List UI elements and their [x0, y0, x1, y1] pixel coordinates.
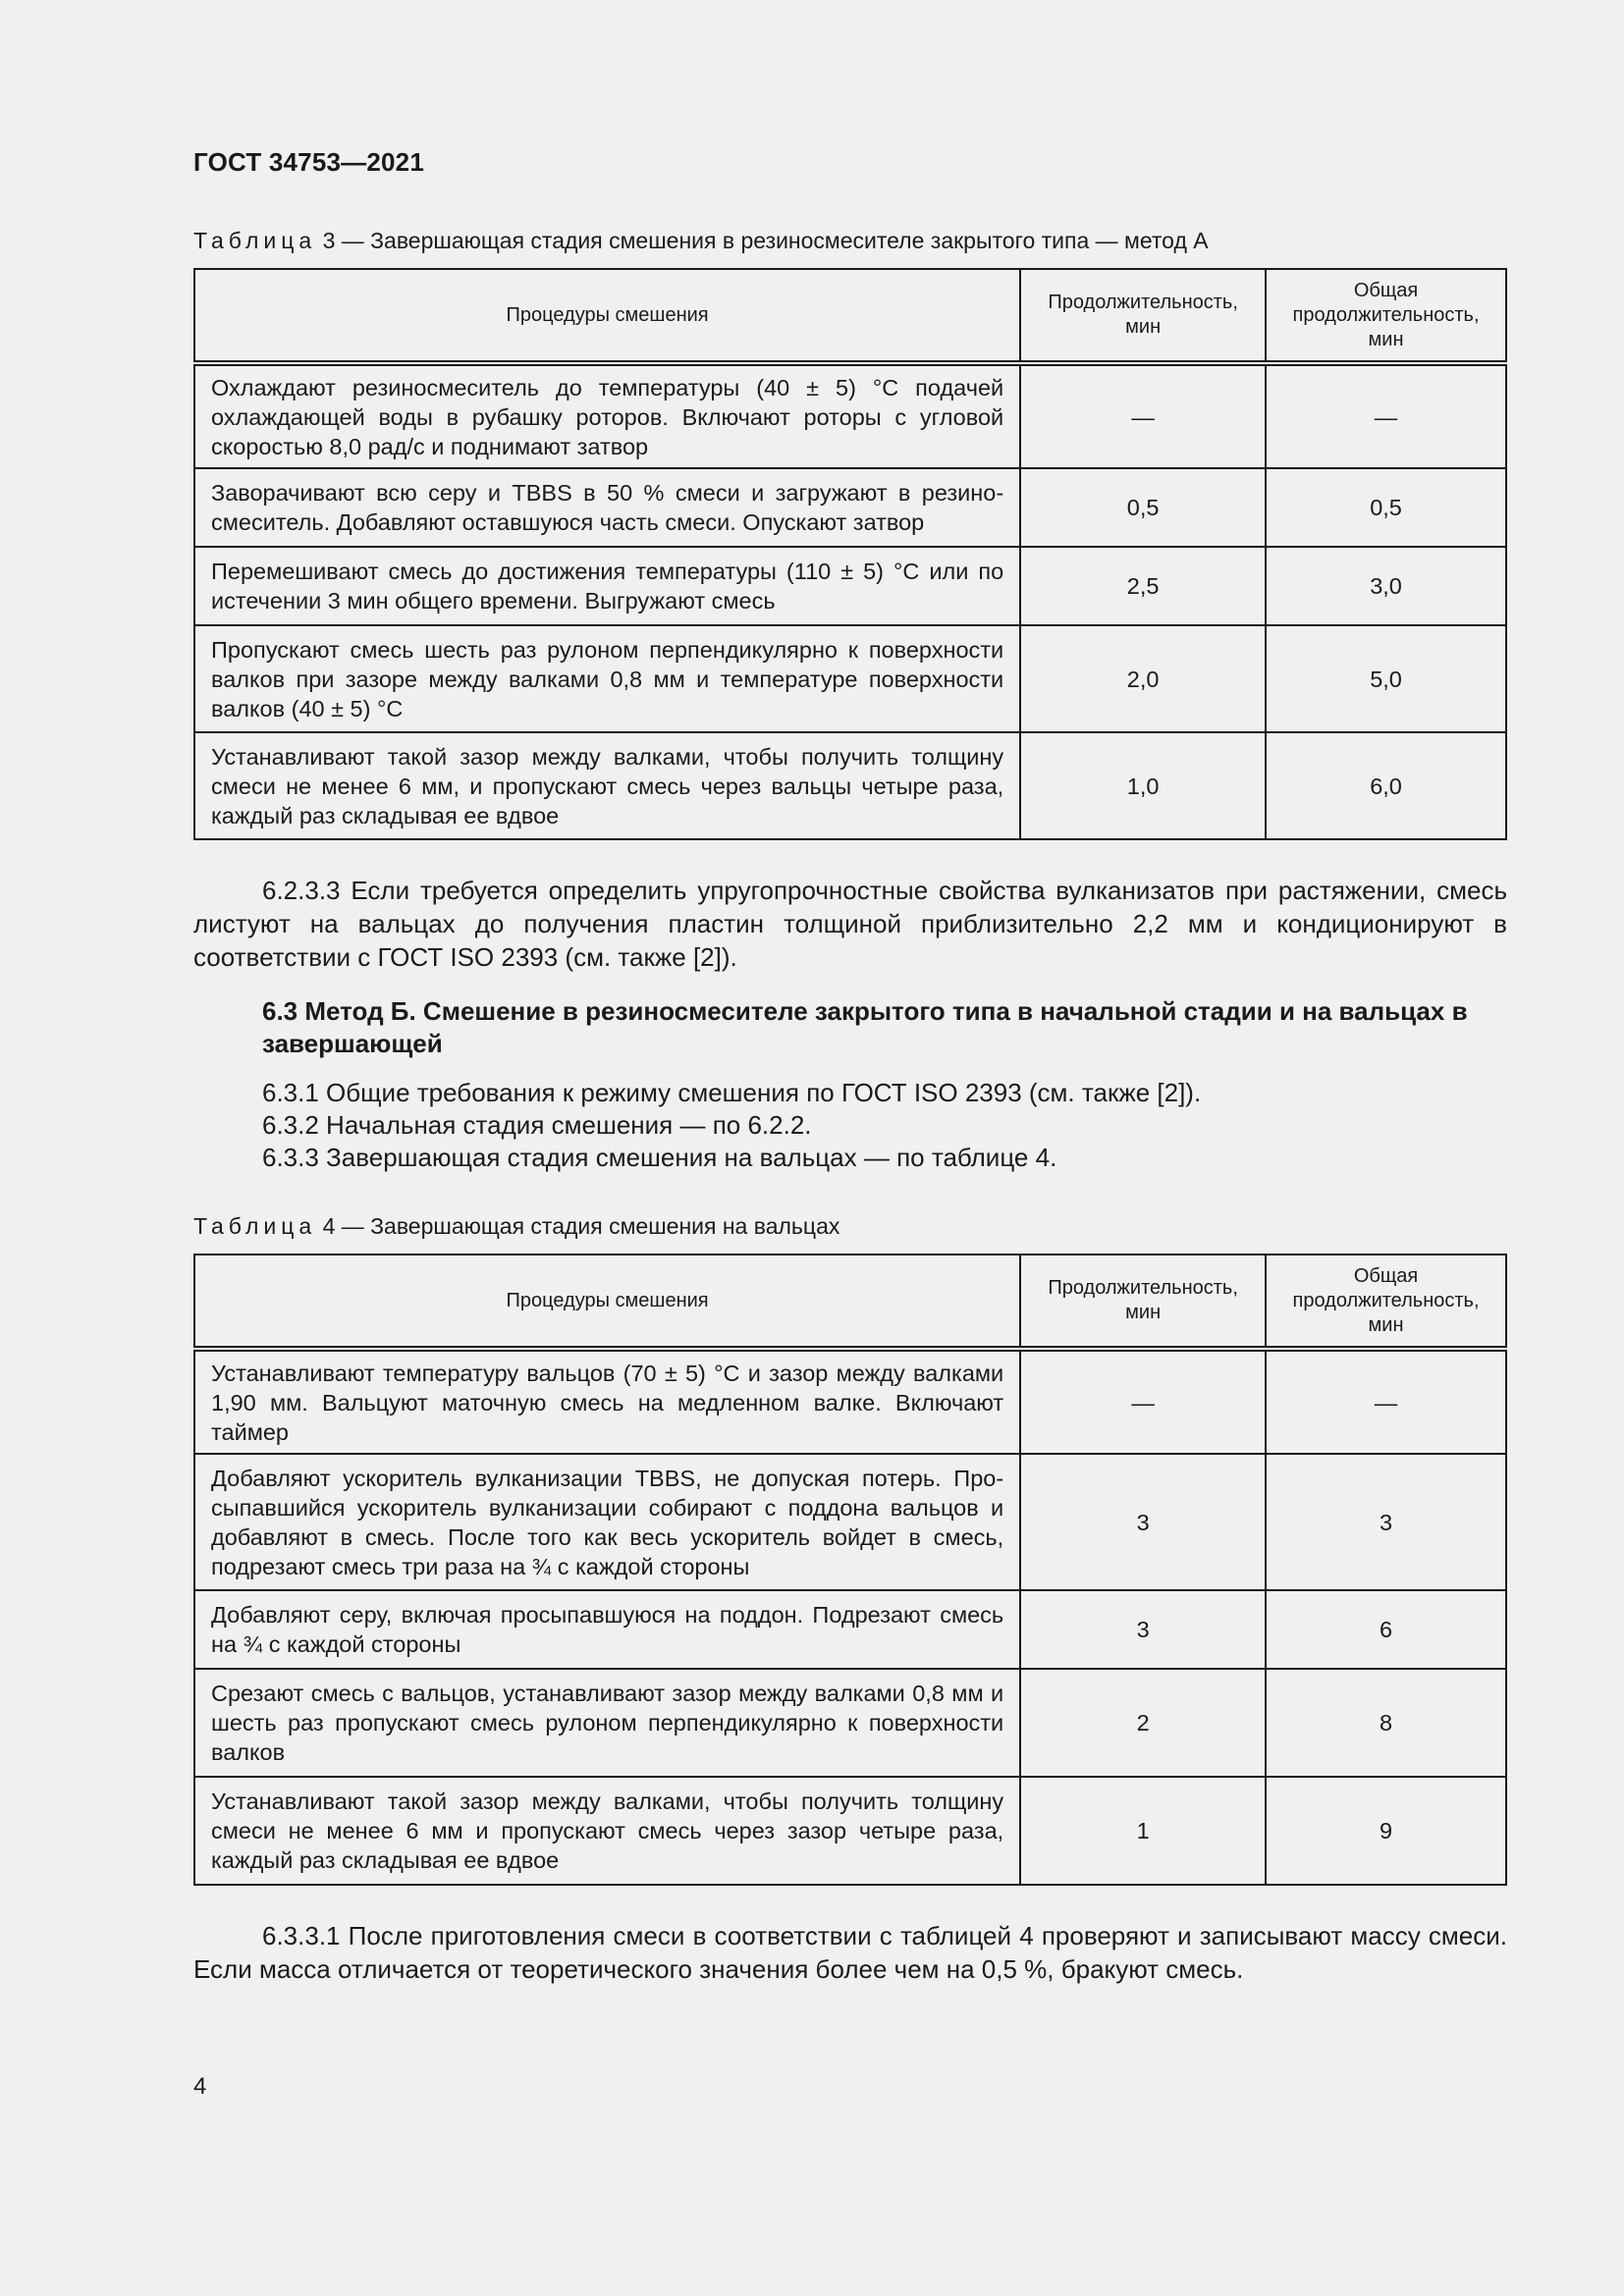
table4-cell-procedure: Добавляют серу, включая просыпавшуюся на поддон. Подрезают смесь на ¾ с каждой стороны	[194, 1590, 1020, 1669]
table3-cell-total: 3,0	[1266, 547, 1506, 625]
table-row	[194, 732, 1506, 839]
document-id: ГОСТ 34753—2021	[193, 147, 424, 177]
table-row	[194, 625, 1506, 732]
table3	[193, 268, 1507, 840]
table4-cell-procedure: Срезают смесь с вальцов, устанавливают зазор между валками 0,8 мм и шесть раз пропускают смесь рулоном перпендикулярно к поверхности валков	[194, 1669, 1020, 1777]
table4-cell-duration: 3	[1020, 1454, 1266, 1590]
table4-header-procedure: Процедуры смешения	[194, 1255, 1020, 1349]
table3-cell-duration: 0,5	[1020, 468, 1266, 547]
table3-cell-total: 6,0	[1266, 732, 1506, 839]
table-row	[194, 468, 1506, 547]
paragraph-6-3-3-1: 6.3.3.1 После приготовления смеси в соответствии с таблицей 4 проверяют и записывают массу смеси. Если масса отличается от теоретического значения более чем на 0,5 %, бракуют смесь.	[193, 1921, 1507, 1984]
table3-caption-word: Таблица	[193, 228, 317, 253]
table-row	[194, 547, 1506, 625]
table3-cell-procedure: Пропускают смесь шесть раз рулоном перпендикулярно к поверхности валков при зазоре между валками 0,8 мм и температуре поверхности валков (40 ± 5) °С	[194, 625, 1020, 732]
table-row	[194, 1669, 1506, 1777]
table-row	[194, 363, 1506, 468]
table4-header-total: Общая продолжительность, мин	[1266, 1255, 1506, 1349]
table4-cell-total: 9	[1266, 1777, 1506, 1885]
table3-cell-total: —	[1266, 363, 1506, 468]
paragraph-6-3-3: 6.3.3 Завершающая стадия смешения на вальцах — по таблице 4.	[262, 1143, 1057, 1172]
section-heading-6-3: 6.3 Метод Б. Смешение в резиносмесителе закрытого типа в начальной стадии и на вальцах в завершающей	[262, 996, 1468, 1058]
table3-header-total: Общая продолжительность, мин	[1266, 269, 1506, 363]
paragraph-6-3-1: 6.3.1 Общие требования к режиму смешения по ГОСТ ISO 2393 (см. также [2]).	[262, 1078, 1202, 1107]
table4-header-duration: Продолжительность, мин	[1020, 1255, 1266, 1349]
table3-caption-text: 3 — Завершающая стадия смешения в резиносмесителе закрытого типа — метод А	[316, 228, 1209, 253]
table-row	[194, 1590, 1506, 1669]
table4-cell-total: 6	[1266, 1590, 1506, 1669]
table4-cell-duration: 3	[1020, 1590, 1266, 1669]
table4	[193, 1254, 1507, 1886]
table3-cell-duration: —	[1020, 363, 1266, 468]
table-row	[194, 1777, 1506, 1885]
table3-cell-duration: 2,0	[1020, 625, 1266, 732]
table4-caption-word: Таблица	[193, 1213, 317, 1239]
table3-cell-total: 0,5	[1266, 468, 1506, 547]
table3-cell-duration: 2,5	[1020, 547, 1266, 625]
table4-cell-duration: 2	[1020, 1669, 1266, 1777]
table4-cell-procedure: Добавляют ускоритель вулканизации TBBS, не допуская потерь. Просыпавшийся ускоритель вулканизации собирают с поддона вальцов и добавляют в смесь. После того как весь ускоритель войдет в смесь, подрезают смесь три раза на ¾ с каждой стороны	[194, 1454, 1020, 1590]
table-row	[194, 1454, 1506, 1590]
table4-caption	[193, 1213, 839, 1240]
paragraph-6-2-3-3: 6.2.3.3 Если требуется определить упругопрочностные свойства вулканизатов при растяжении, смесь листуют на вальцах до получения пластин толщиной приблизительно 2,2 мм и кондиционируют в соответствии с ГОСТ ISO 2393 (см. также [2]).	[193, 876, 1507, 972]
table4-cell-total: —	[1266, 1349, 1506, 1454]
table4-cell-duration: —	[1020, 1349, 1266, 1454]
table3-cell-procedure: Охлаждают резиносмеситель до температуры (40 ± 5) °С подачей охлаждающей воды в рубашку роторов. Включают роторы с угловой скоростью 8,0 рад/с и поднимают затвор	[194, 363, 1020, 468]
table4-cell-duration: 1	[1020, 1777, 1266, 1885]
paragraph-6-3-2: 6.3.2 Начальная стадия смешения — по 6.2.2.	[262, 1110, 812, 1140]
table3-header-procedure: Процедуры смешения	[194, 269, 1020, 363]
table3-header-duration: Продолжительность, мин	[1020, 269, 1266, 363]
page-number: 4	[193, 2073, 207, 2100]
table4-cell-total: 3	[1266, 1454, 1506, 1590]
table4-cell-procedure: Устанавливают такой зазор между валками, чтобы получить толщину смеси не менее 6 мм и пропускают смесь через зазор четыре раза, каждый раз складывая ее вдвое	[194, 1777, 1020, 1885]
table-row	[194, 1349, 1506, 1454]
table4-cell-procedure: Устанавливают температуру вальцов (70 ± 5) °С и зазор между валками 1,90 мм. Вальцуют маточную смесь на медленном валке. Включают таймер	[194, 1349, 1020, 1454]
table3-caption	[193, 228, 1209, 254]
table3-cell-procedure: Перемешивают смесь до достижения температуры (110 ± 5) °С или по истечении 3 мин общего времени. Выгружают смесь	[194, 547, 1020, 625]
table3-cell-procedure: Устанавливают такой зазор между валками, чтобы получить толщину смеси не менее 6 мм, и пропускают смесь через вальцы четыре раза, каждый раз складывая ее вдвое	[194, 732, 1020, 839]
table3-cell-total: 5,0	[1266, 625, 1506, 732]
table3-cell-procedure: Заворачивают всю серу и TBBS в 50 % смеси и загружают в резиносмеситель. Добавляют оставшуюся часть смеси. Опускают затвор	[194, 468, 1020, 547]
table4-cell-total: 8	[1266, 1669, 1506, 1777]
table4-caption-text: 4 — Завершающая стадия смешения на вальцах	[316, 1213, 840, 1239]
table3-cell-duration: 1,0	[1020, 732, 1266, 839]
